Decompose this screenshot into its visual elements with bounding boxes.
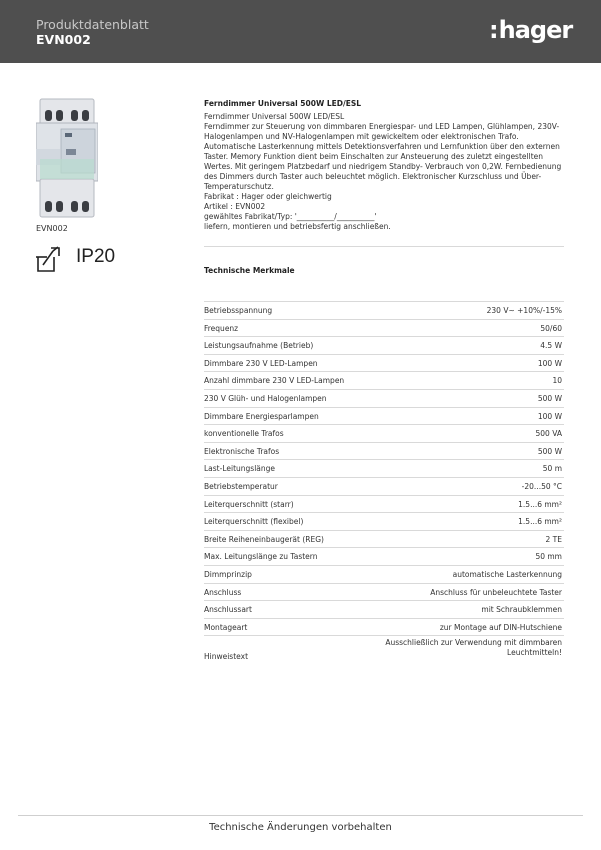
description-line: Ferndimmer zur Steuerung von dimmbaren Energiespar- und LED Lampen, Glühlampen, 230V-	[204, 122, 560, 131]
spec-key: Montageart	[204, 622, 248, 632]
table-row	[204, 531, 564, 549]
spec-key: Anschluss	[204, 587, 242, 597]
spec-value: -20...50 °C	[521, 481, 562, 491]
spec-key: Breite Reiheneinbaugerät (REG)	[204, 534, 324, 544]
spec-key: konventionelle Trafos	[204, 429, 284, 439]
spec-key: Max. Leitungslänge zu Tastern	[204, 552, 318, 562]
spec-key: Dimmbare 230 V LED-Lampen	[204, 358, 318, 368]
table-row	[204, 337, 564, 355]
table-row	[204, 548, 564, 566]
description-line: Temperaturschutz.	[204, 182, 274, 191]
footer-divider	[18, 815, 583, 816]
description-body	[204, 112, 564, 232]
table-row	[204, 566, 564, 584]
spec-key: Anzahl dimmbare 230 V LED-Lampen	[204, 376, 345, 386]
description-line: Taster. Memory Funktion dient beim Einschalten zur Ansteuerung des zuletzt eingestellten	[204, 152, 543, 161]
spec-key: Frequenz	[204, 323, 239, 333]
description-line: des Dimmers durch Taster auch beleuchtet möglich. Elektronischer Kurzschluss und Über-	[204, 172, 542, 181]
spec-value: 230 V~ +10%/-15%	[486, 306, 562, 315]
spec-value	[385, 638, 562, 658]
spec-key: Dimmprinzip	[204, 569, 252, 579]
spec-value: 2 TE	[545, 534, 562, 544]
spec-key: Hinweistext	[204, 652, 249, 662]
spec-key: Leiterquerschnitt (starr)	[204, 499, 294, 509]
spec-value: 4.5 W	[540, 341, 562, 351]
product-label: EVN002	[36, 224, 68, 233]
hager-logo: :hager	[489, 16, 573, 44]
table-row	[204, 355, 564, 373]
description-line: Automatische Lasterkennung mittels Detektionsverfahren und Lernfunktion über den externen	[204, 142, 560, 151]
page-header	[0, 0, 601, 63]
description-title: Ferndimmer Universal 500W LED/ESL	[204, 99, 362, 108]
table-row	[204, 496, 564, 514]
description-line: gewähltes Fabrikat/Typ: '__________/__________'	[204, 212, 377, 221]
table-row	[204, 619, 564, 637]
spec-key: 230 V Glüh- und Halogenlampen	[204, 393, 327, 403]
spec-key: Elektronische Trafos	[204, 446, 280, 456]
mounting-installation-icon	[35, 245, 63, 273]
spec-value: 500 VA	[535, 429, 562, 439]
description-line: Artikel : EVN002	[204, 202, 266, 211]
spec-value: 50 m	[542, 464, 562, 474]
description-line: Wertes. Mit geringem Platzbedarf und niedrigem Standby- Verbrauch von 0,2W. Fernbedienung	[204, 162, 562, 171]
footer-text: Technische Änderungen vorbehalten	[209, 822, 392, 833]
table-row	[204, 372, 564, 390]
spec-value: 10	[552, 376, 562, 386]
ip-rating: IP20	[76, 246, 116, 267]
spec-key: Last-Leitungslänge	[204, 464, 275, 474]
table-row	[204, 302, 564, 320]
spec-value: 100 W	[537, 411, 562, 421]
table-row	[204, 425, 564, 443]
table-row	[204, 584, 564, 602]
table-row	[204, 443, 564, 461]
spec-value: 500 W	[537, 393, 562, 403]
spec-key: Leistungsaufnahme (Betrieb)	[204, 341, 314, 351]
spec-value: Anschluss für unbeleuchtete Taster	[430, 587, 562, 597]
spec-value: 50 mm	[535, 552, 562, 562]
document-type: Produktdatenblatt	[36, 17, 149, 32]
description-line: Ferndimmer Universal 500W LED/ESL	[204, 112, 345, 121]
spec-value: zur Montage auf DIN-Hutschiene	[439, 622, 562, 632]
description-line: Halogenlampen und NV-Halogenlampen mit gewickeltem oder elektronischen Trafo.	[204, 132, 519, 141]
spec-value: 1.5...6 mm²	[518, 499, 562, 509]
spec-key: Leiterquerschnitt (flexibel)	[204, 517, 304, 527]
spec-value: 100 W	[537, 358, 562, 368]
table-row	[204, 636, 564, 666]
spec-key: Betriebsspannung	[204, 306, 273, 315]
table-row	[204, 320, 564, 338]
table-row	[204, 408, 564, 426]
tech-section-title: Technische Merkmale	[204, 266, 295, 275]
spec-value: 50/60	[540, 323, 562, 333]
spec-value: automatische Lasterkennung	[452, 569, 562, 579]
spec-value: mit Schraubklemmen	[481, 605, 562, 615]
spec-key: Dimmbare Energiesparlampen	[204, 411, 319, 421]
description-line: liefern, montieren und betriebsfertig anschließen.	[204, 222, 391, 231]
product-image	[36, 97, 98, 221]
note-line: Leuchtmitteln!	[507, 648, 562, 658]
table-row	[204, 601, 564, 619]
spec-key: Anschlussart	[204, 605, 252, 615]
table-row	[204, 390, 564, 408]
table-row	[204, 460, 564, 478]
section-divider	[204, 246, 564, 247]
spec-value: 1.5...6 mm²	[518, 517, 562, 527]
table-row	[204, 513, 564, 531]
description-line: Fabrikat : Hager oder gleichwertig	[204, 192, 332, 201]
note-line: Ausschließlich zur Verwendung mit dimmbaren	[385, 638, 562, 648]
spec-key: Betriebstemperatur	[204, 481, 278, 491]
table-row	[204, 478, 564, 496]
document-id: EVN002	[36, 32, 91, 47]
spec-table	[204, 301, 564, 666]
spec-value: 500 W	[537, 446, 562, 456]
